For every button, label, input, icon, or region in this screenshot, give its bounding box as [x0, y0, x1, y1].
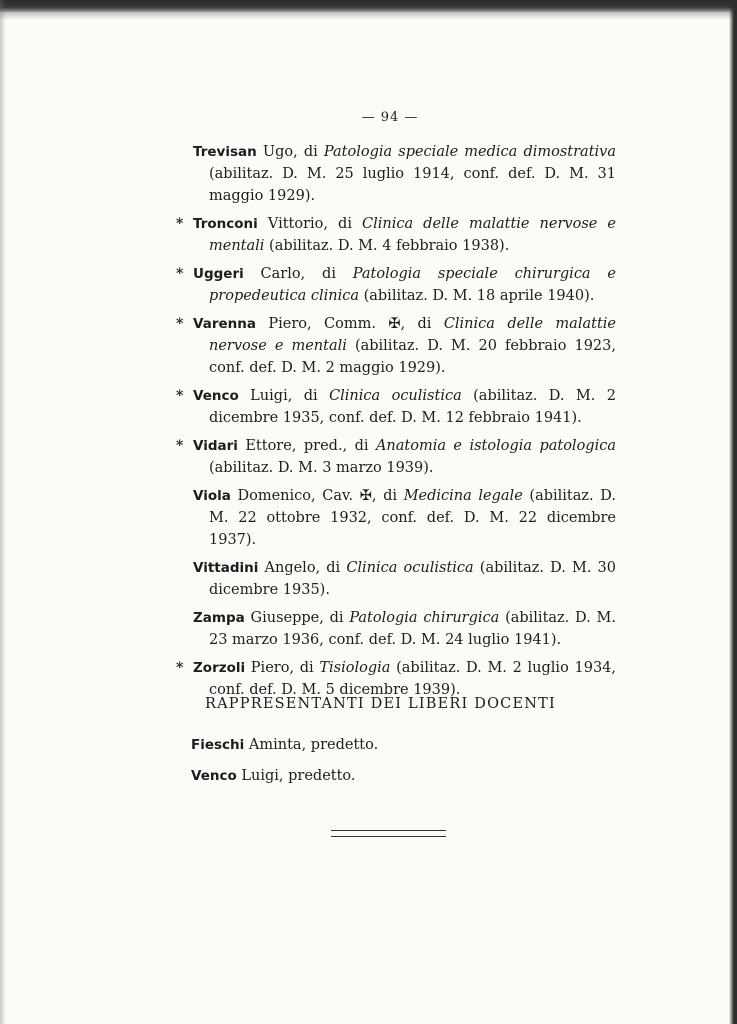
- entry-marker: *: [176, 316, 184, 332]
- scan-top-edge: [0, 0, 737, 12]
- entry-qualification: (abilitaz. D. M. 18 aprile 1940).: [358, 288, 595, 304]
- representative-note: Luigi, predetto.: [236, 768, 356, 784]
- entry-details: Piero, di: [245, 660, 320, 676]
- entry-name: Zampa: [193, 610, 245, 626]
- entry-details: Giuseppe, di: [244, 610, 350, 626]
- entry-name: Vidari: [193, 438, 238, 454]
- entry-details: Ettore, pred., di: [237, 438, 376, 454]
- entry-subject: Clinica delle malattie nervose e mentali: [209, 216, 616, 254]
- entry-marker: *: [176, 438, 184, 454]
- representatives-list: [191, 734, 591, 796]
- entry-name: Tronconi: [193, 216, 258, 232]
- page-number: — 94 —: [361, 110, 419, 125]
- entry-subject: Clinica delle malattie nervose e mentali: [209, 316, 616, 354]
- entry-qualification: (abilitaz. D. M. 2 dicembre 1935, conf. def. D. M. 12 febbraio 1941).: [209, 388, 616, 426]
- entry-qualification: (abilitaz. D. M. 3 marzo 1939).: [209, 460, 434, 476]
- scan-top-shadow: [0, 12, 737, 20]
- representative-entry: [191, 734, 591, 756]
- entry-marker: *: [176, 266, 184, 282]
- entry-qualification: (abilitaz. D. M. 23 marzo 1936, conf. def. D. M. 24 luglio 1941).: [209, 610, 616, 648]
- entry-details: Vittorio, di: [257, 216, 363, 232]
- closing-double-rule: [331, 830, 446, 837]
- entry-subject: Patologia speciale medica dimostrativa: [323, 144, 616, 160]
- entry-details: Angelo, di: [258, 560, 347, 576]
- entry-subject: Clinica oculistica: [329, 388, 462, 404]
- representative-note: Aminta, predetto.: [244, 737, 379, 753]
- faculty-entry: [176, 213, 616, 257]
- entry-marker: *: [176, 660, 184, 676]
- entry-qualification: (abilitaz. D. M. 22 ottobre 1932, conf. def. D. M. 22 dicembre 1937).: [209, 488, 616, 548]
- entry-marker: *: [176, 216, 184, 232]
- entry-name: Vittadini: [193, 560, 259, 576]
- entry-name: Venco: [193, 388, 239, 404]
- representative-name: Venco: [191, 768, 237, 784]
- entry-qualification: (abilitaz. D. M. 20 febbraio 1923, conf. def. D. M. 2 maggio 1929).: [209, 338, 616, 376]
- faculty-entry: [176, 657, 616, 701]
- representative-entry: [191, 765, 591, 787]
- faculty-entry: [176, 385, 616, 429]
- faculty-entry: [176, 557, 616, 601]
- entry-subject: Clinica oculistica: [346, 560, 474, 576]
- entry-details: Ugo, di: [256, 144, 324, 160]
- entry-details: Carlo, di: [243, 266, 353, 282]
- faculty-entry: [176, 141, 616, 207]
- entry-name: Varenna: [193, 316, 256, 332]
- entry-subject: Medicina legale: [403, 488, 523, 504]
- representative-name: Fieschi: [191, 737, 245, 753]
- entry-qualification: (abilitaz. D. M. 25 luglio 1914, conf. def. D. M. 31 maggio 1929).: [209, 166, 616, 204]
- entry-details: Luigi, di: [238, 388, 330, 404]
- entry-details: Piero, Comm. ✠, di: [255, 316, 444, 332]
- scan-left-edge: [0, 0, 6, 1024]
- entry-subject: Patologia speciale chirurgica e propedeutica clinica: [209, 266, 616, 304]
- entry-subject: Patologia chirurgica: [349, 610, 500, 626]
- faculty-list: [176, 141, 616, 707]
- entry-marker: *: [176, 388, 184, 404]
- faculty-entry: [176, 607, 616, 651]
- scan-right-edge: [729, 0, 737, 1024]
- entry-name: Trevisan: [193, 144, 257, 160]
- faculty-entry: [176, 435, 616, 479]
- entry-qualification: (abilitaz. D. M. 30 dicembre 1935).: [209, 560, 616, 598]
- entry-name: Uggeri: [193, 266, 244, 282]
- entry-qualification: (abilitaz. D. M. 4 febbraio 1938).: [264, 238, 510, 254]
- faculty-entry: [176, 485, 616, 551]
- entry-name: Zorzoli: [193, 660, 246, 676]
- entry-subject: Tisiologia: [319, 660, 391, 676]
- entry-details: Domenico, Cav. ✠, di: [230, 488, 404, 504]
- entry-name: Viola: [193, 488, 231, 504]
- faculty-entry: [176, 263, 616, 307]
- entry-subject: Anatomia e istologia patologica: [375, 438, 616, 454]
- section-heading: RAPPRESENTANTI DEI LIBERI DOCENTI: [205, 696, 556, 712]
- entry-qualification: (abilitaz. D. M. 2 luglio 1934, conf. def. D. M. 5 dicembre 1939).: [209, 660, 617, 698]
- faculty-entry: [176, 313, 616, 379]
